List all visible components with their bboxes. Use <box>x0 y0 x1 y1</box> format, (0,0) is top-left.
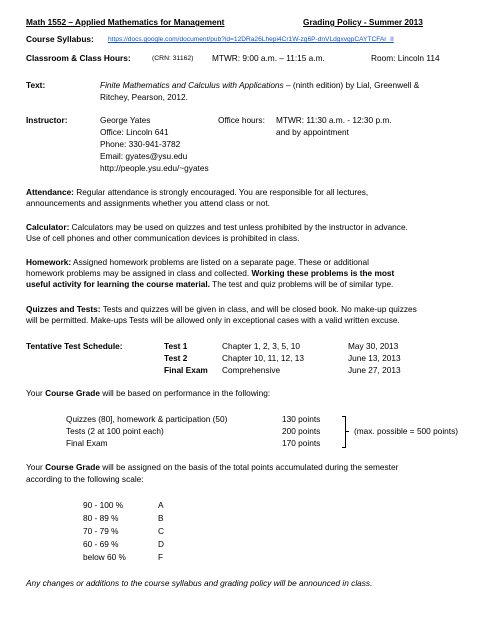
homework-section <box>26 257 471 290</box>
grade-basis-text <box>26 388 270 398</box>
attendance-line2: announcements and assignments whether you attend class or not. <box>26 198 270 208</box>
schedule-row-chapters: Chapter 10, 11, 12, 13 <box>222 353 304 363</box>
instructor-label: Instructor: <box>26 115 68 125</box>
policy-title: Grading Policy - Summer 2013 <box>303 17 423 27</box>
schedule-label: Tentative Test Schedule: <box>26 341 123 351</box>
schedule-row-chapters: Chapter 1, 2, 3, 5, 10 <box>222 341 300 351</box>
schedule-row-date: May 30, 2013 <box>348 341 399 351</box>
instructor-email: Email: gyates@ysu.edu <box>100 151 188 161</box>
grade-range: 90 - 100 % <box>83 500 124 510</box>
grade-basis-pre: Your <box>26 388 46 398</box>
schedule-row-date: June 27, 2013 <box>348 365 401 375</box>
homework-line2b: Working these problems is the most <box>251 268 395 278</box>
office-hours-times: MTWR: 11:30 a.m. - 12:30 p.m. <box>276 115 392 125</box>
grade-scale-pre: Your <box>26 462 46 472</box>
quizzes-label: Quizzes and Tests: <box>26 304 101 314</box>
grade-range: 70 - 79 % <box>83 526 119 536</box>
attendance-label: Attendance: <box>26 187 74 197</box>
textbook-edition: – (ninth edition) by Lial, Greenwell & <box>283 80 420 90</box>
crn-text: (CRN: 31162) <box>152 55 194 62</box>
instructor-office: Office: Lincoln 641 <box>100 127 169 137</box>
points-item: Quizzes (80], homework & participation (50) <box>66 414 228 424</box>
grade-scale-post: will be assigned on the basis of the total points accumulated during the semester <box>99 462 399 472</box>
grade-letter: C <box>158 526 164 536</box>
calculator-label: Calculator: <box>26 222 70 232</box>
text-label: Text: <box>26 80 46 90</box>
calculator-section <box>26 222 471 244</box>
class-times: MTWR: 9:00 a.m. – 11:15 a.m. <box>212 53 325 63</box>
syllabus-label: Course Syllabus: <box>26 34 94 44</box>
points-item: Final Exam <box>66 438 108 448</box>
points-brace-tick <box>345 431 349 432</box>
instructor-phone: Phone: 330-941-3782 <box>100 139 181 149</box>
office-hours-label: Office hours: <box>218 115 265 125</box>
grade-range: 60 - 69 % <box>83 539 119 549</box>
homework-line1: Assigned homework problems are listed on a separate page. These or additional <box>71 257 369 267</box>
instructor-name: George Yates <box>100 115 151 125</box>
schedule-row-date: June 13, 2013 <box>348 353 401 363</box>
points-value: 130 points <box>282 414 321 424</box>
course-title: Math 1552 – Applied Mathematics for Management <box>26 17 225 27</box>
schedule-row-name: Final Exam <box>164 365 208 375</box>
homework-line3a: useful activity for learning the course material. <box>26 279 210 289</box>
office-hours-extra: and by appointment <box>276 127 349 137</box>
syllabus-link[interactable]: https://docs.google.com/document/pub?id=12DRa26Lhepi4Cr1W-zg6P-dnVLdgxvgpCAYTCFAr_II <box>108 36 394 43</box>
grade-letter: F <box>158 552 164 562</box>
grade-range: below 60 % <box>83 552 126 562</box>
classroom-label: Classroom & Class Hours: <box>26 53 131 63</box>
points-item: Tests (2 at 100 point each) <box>66 426 164 436</box>
calculator-line1: Calculators may be used on quizzes and test unless prohibited by the instructor in advance. <box>69 222 408 232</box>
quizzes-line2: will be permitted. Make-ups Tests will be allowed only in exceptional cases with a valid written excuse. <box>26 315 400 325</box>
grade-scale-line2: according to the following scale: <box>26 474 144 484</box>
textbook-title: Finite Mathematics and Calculus with Applications <box>100 80 284 90</box>
grade-letter: D <box>158 539 164 549</box>
textbook-line1 <box>100 80 419 90</box>
grade-letter: B <box>158 513 164 523</box>
grade-letter: A <box>158 500 164 510</box>
points-brace <box>342 416 346 448</box>
points-value: 200 points <box>282 426 321 436</box>
schedule-row-chapters: Comprehensive <box>222 365 281 375</box>
textbook-line2: Ritchey, Pearson, 2012. <box>100 92 188 102</box>
grade-basis-post: will be based on performance in the following: <box>99 388 271 398</box>
homework-label: Homework: <box>26 257 72 267</box>
grade-scale-text <box>26 462 398 472</box>
quizzes-section <box>26 304 471 326</box>
room-text: Room: Lincoln 114 <box>371 53 440 63</box>
homework-line3b: The test and quiz problems will be of similar type. <box>209 279 394 289</box>
calculator-line2: Use of cell phones and other communication devices is prohibited in class. <box>26 233 300 243</box>
grade-basis-bold: Course Grade <box>45 388 100 398</box>
attendance-section <box>26 187 471 209</box>
attendance-line1: Regular attendance is strongly encouraged. You are responsible for all lectures, <box>73 187 369 197</box>
schedule-row-name: Test 2 <box>164 353 188 363</box>
points-value: 170 points <box>282 438 321 448</box>
grade-scale-bold: Course Grade <box>45 462 100 472</box>
schedule-row-name: Test 1 <box>164 341 188 351</box>
grade-range: 80 - 89 % <box>83 513 119 523</box>
points-total: (max. possible = 500 points) <box>354 426 458 436</box>
footer-note: Any changes or additions to the course syllabus and grading policy will be announced in class. <box>26 578 373 588</box>
homework-line2a: homework problems may be assigned in class and collected. <box>26 268 252 278</box>
quizzes-line1: Tests and quizzes will be given in class, and will be closed book. No make-up quizzes <box>100 304 417 314</box>
instructor-web: http://people.ysu.edu/~gyates <box>100 163 209 173</box>
